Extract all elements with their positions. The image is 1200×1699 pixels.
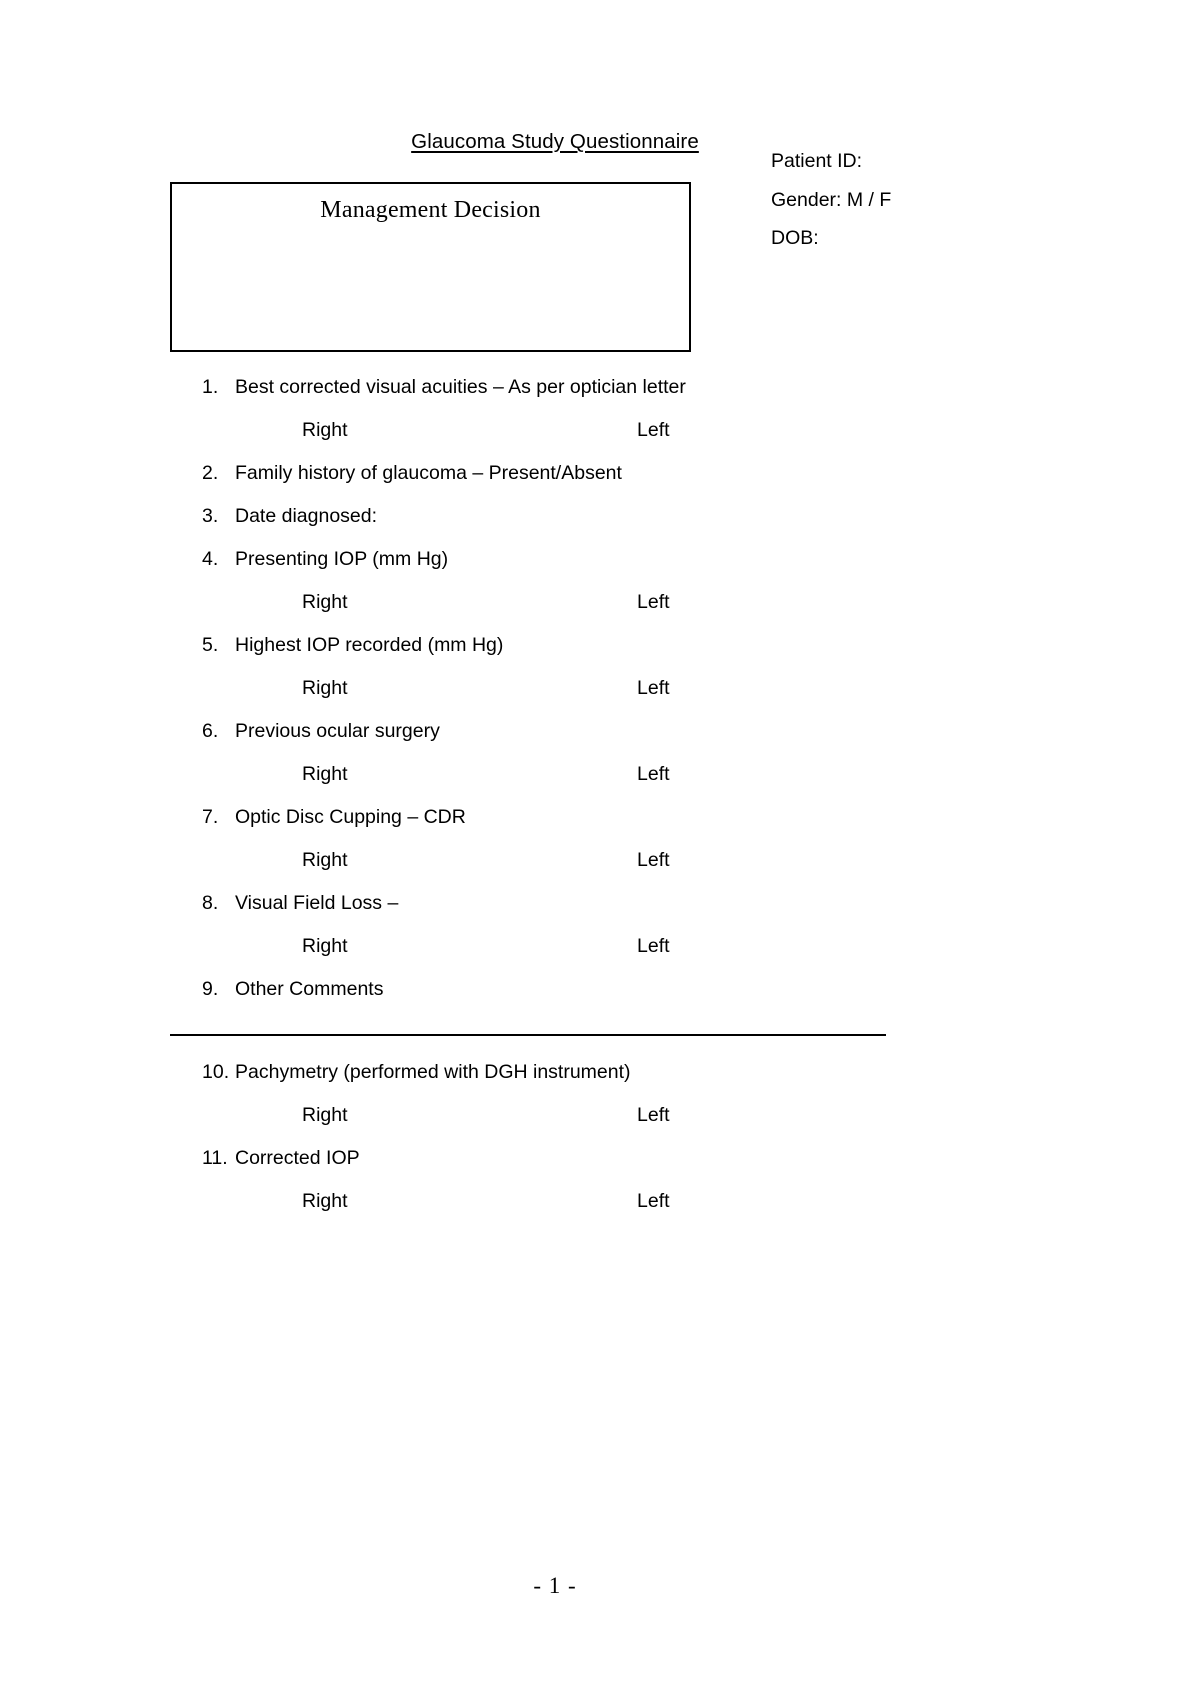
question-item (0, 968, 1200, 1011)
question-item (0, 538, 1200, 581)
question-text: Optic Disc Cupping – CDR (235, 806, 466, 828)
section-divider (170, 1034, 886, 1036)
left-eye-label[interactable]: Left (637, 591, 670, 613)
left-eye-label[interactable]: Left (637, 849, 670, 871)
question-item (0, 366, 1200, 409)
question-text: Visual Field Loss – (235, 892, 399, 914)
eye-answer-row (0, 839, 1200, 882)
question-number: 10. (202, 1061, 230, 1083)
question-text: Previous ocular surgery (235, 720, 440, 742)
right-eye-label[interactable]: Right (302, 419, 348, 441)
left-eye-label[interactable]: Left (637, 763, 670, 785)
eye-answer-row (0, 1094, 1200, 1137)
question-text: Highest IOP recorded (mm Hg) (235, 634, 504, 656)
right-eye-label[interactable]: Right (302, 1104, 348, 1126)
eye-answer-row (0, 409, 1200, 452)
management-decision-heading: Management Decision (320, 197, 541, 223)
gender-field[interactable]: Gender: M / F (771, 188, 892, 211)
question-text: Pachymetry (performed with DGH instrument) (235, 1061, 631, 1083)
question-number: 11. (202, 1147, 228, 1169)
question-item (0, 882, 1200, 925)
eye-answer-row (0, 667, 1200, 710)
question-number: 6. (202, 720, 219, 742)
question-number: 8. (202, 892, 219, 914)
question-text: Corrected IOP (235, 1147, 360, 1169)
left-eye-label[interactable]: Left (637, 419, 670, 441)
patient-id-field[interactable]: Patient ID: (771, 150, 863, 172)
page-footer: - 1 - (533, 1573, 577, 1598)
eye-answer-row (0, 581, 1200, 624)
question-number: 2. (202, 462, 219, 484)
right-eye-label[interactable]: Right (302, 677, 348, 699)
question-text: Best corrected visual acuities – As per optician letter (235, 376, 686, 398)
right-eye-label[interactable]: Right (302, 849, 348, 871)
eye-answer-row (0, 1180, 1200, 1223)
left-eye-label[interactable]: Left (637, 1104, 670, 1126)
question-number: 5. (202, 634, 219, 656)
management-decision-box[interactable] (170, 182, 691, 352)
question-item (0, 452, 1200, 495)
question-text: Family history of glaucoma – Present/Absent (235, 462, 622, 484)
question-number: 9. (202, 978, 219, 1000)
question-item (0, 1051, 1200, 1094)
page-title-text: Glaucoma Study Questionnaire (411, 130, 699, 153)
question-item (0, 710, 1200, 753)
patient-info-block (771, 152, 1101, 268)
page-title (0, 130, 1110, 155)
right-eye-label[interactable]: Right (302, 591, 348, 613)
right-eye-label[interactable]: Right (302, 935, 348, 957)
question-number: 1. (202, 376, 219, 398)
right-eye-label[interactable]: Right (302, 763, 348, 785)
left-eye-label[interactable]: Left (637, 677, 670, 699)
question-text: Other Comments (235, 978, 384, 1000)
question-item (0, 495, 1200, 538)
question-list-secondary (0, 1051, 1200, 1223)
eye-answer-row (0, 925, 1200, 968)
dob-field[interactable]: DOB: (771, 227, 819, 249)
question-item (0, 796, 1200, 839)
question-number: 3. (202, 505, 219, 527)
question-item (0, 1137, 1200, 1180)
question-text: Date diagnosed: (235, 505, 378, 527)
left-eye-label[interactable]: Left (637, 1190, 670, 1212)
eye-answer-row (0, 753, 1200, 796)
question-text: Presenting IOP (mm Hg) (235, 548, 449, 570)
right-eye-label[interactable]: Right (302, 1190, 348, 1212)
left-eye-label[interactable]: Left (637, 935, 670, 957)
question-number: 4. (202, 548, 219, 570)
question-list-primary (0, 366, 1200, 1011)
question-number: 7. (202, 806, 219, 828)
question-item (0, 624, 1200, 667)
